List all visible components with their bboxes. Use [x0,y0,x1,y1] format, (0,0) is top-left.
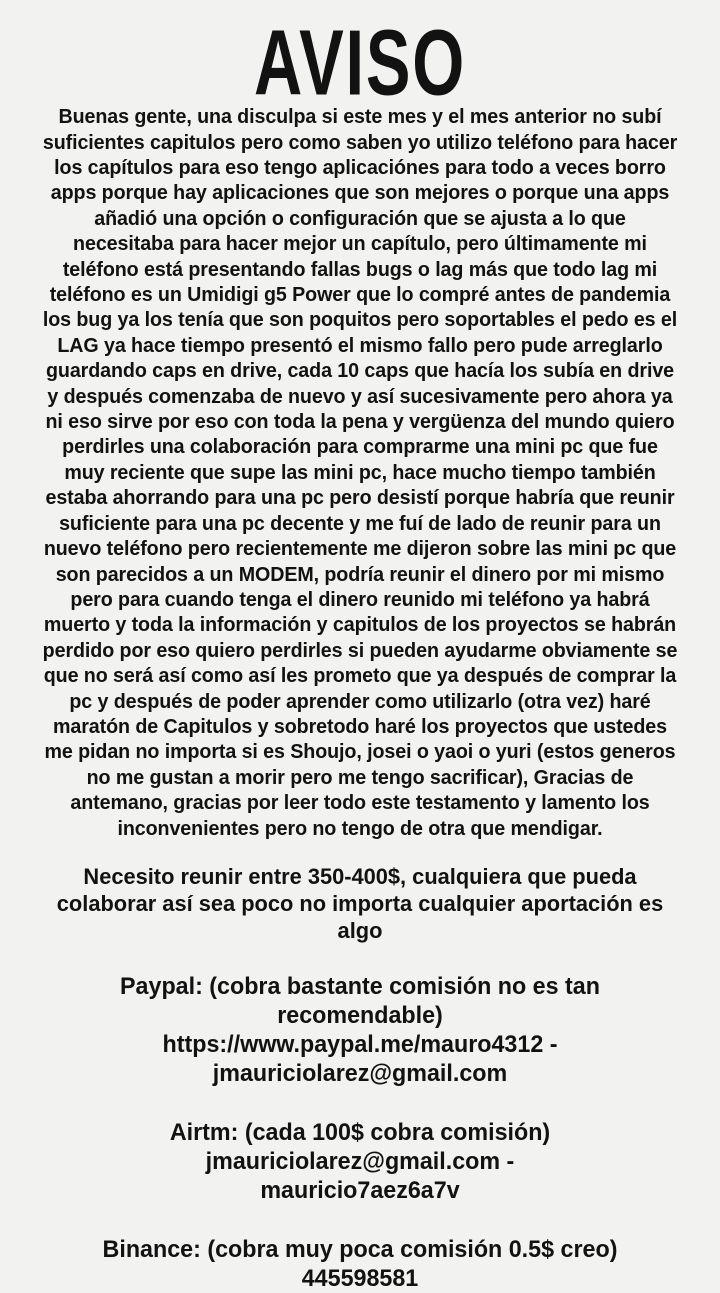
payment-method-paypal-link[interactable]: https://www.paypal.me/mauro4312 - [162,1030,558,1058]
notice-body-text: Buenas gente, una disculpa si este mes y el mes anterior no subí suficientes capitulos pero como saben yo utilizo teléfono para hacer los capítulos para eso tengo aplicaciónes para todo a veces borro apps porque hay aplicaciones que son mejores o porque una apps añadió una opción o configuración que se ajusta a lo que necesitaba para hacer mejor un capítulo, pero últimamente mi teléfono está presentando fallas bugs o lag más que todo lag mi teléfono es un Umidigi g5 Power que lo compré antes de pandemia los bug ya los tenía que son poquitos pero soportables el pedo es el LAG ya hace tiempo presentó el mismo fallo pero pude arreglarlo guardando caps en drive, cada 10 caps que hacía los subía en drive y después comenzaba de nuevo y así sucesivamente pero ahora ya ni eso sirve por eso con toda la pena y vergüenza del mundo quiero perdirles una colaboración para comprarme una mini pc que fue muy reciente que supe las mini pc, hace mucho tiempo también estaba ahorrando para una pc pero desistí porque habría que reunir suficiente para una pc decente y me fuí de lado de reunir para un nuevo teléfono pero recientemente me dijeron sobre las mini pc que son parecidos a un MODEM, podría reunir el dinero por mi mismo pero para cuando tenga el dinero reunido mi teléfono ya habrá muerto y toda la información y capitulos de los proyectos se habrán perdido por eso quiero perdirles si pueden ayudarme obviamente se que no será así como así les prometo que ya después de comprar la pc y después de poder aprender como utilizarlo (otra vez) haré maratón de Capitulos y sobretodo haré los proyectos que ustedes me pidan no importa si es Shoujo, josei o yaoi o yuri (estos generos no me gustan a morir pero me tengo sacrificar), Gracias de antemano, gracias por leer todo este testamento y lamento los inconvenientes pero no tengo de otra que mendigar. [42,105,678,840]
payment-method-binance [36,1235,684,1293]
payment-method-paypal-email[interactable]: jmauriciolarez@gmail.com [212,1059,508,1087]
payment-method-paypal-heading: Paypal: (cobra bastante comisión no es tan recomendable) [120,972,600,1029]
payment-method-paypal [36,972,684,1088]
page-title: AVISO [254,11,466,116]
payment-method-airtm-username[interactable]: mauricio7aez6a7v [260,1176,460,1204]
fundraising-goal-text: Necesito reunir entre 350-400$, cualquiera que pueda colaborar así sea poco no importa cualquier aportación es algo [56,863,664,943]
payment-method-binance-id[interactable]: 445598581 [301,1264,419,1292]
payment-method-airtm-email[interactable]: jmauriciolarez@gmail.com - [205,1147,515,1175]
payment-method-airtm-heading: Airtm: (cada 100$ cobra comisión) [169,1118,551,1146]
payment-method-binance-heading: Binance: (cobra muy poca comisión 0.5$ creo) [102,1235,618,1263]
payment-method-airtm [36,1118,684,1205]
